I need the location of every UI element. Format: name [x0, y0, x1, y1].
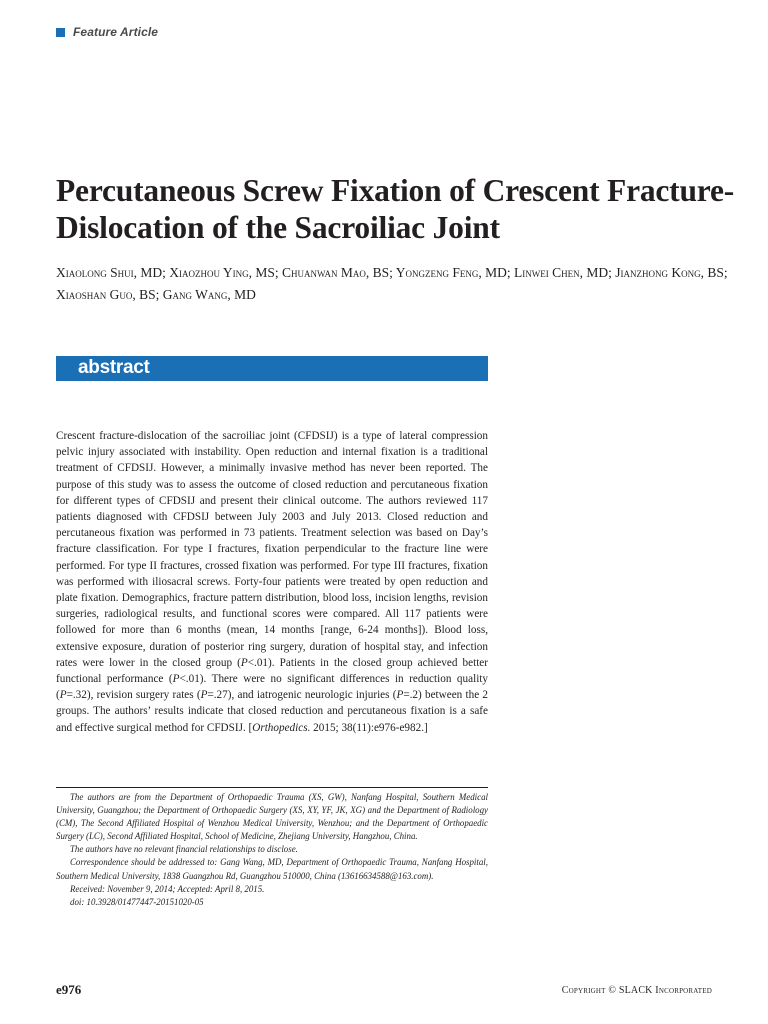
abstract-text: <.01). There were no significant differences in reduction quality ( — [56, 673, 489, 702]
citation: 2015; 38(11):e976-e982.] — [310, 721, 428, 734]
abstract-text: =.2) between the 2 groups. The authors’ results indicate that closed reduction and percutaneous fixation is a safe and effective surgical method for CFDSIJ. [ — [56, 689, 488, 734]
received-note: Received: November 9, 2014; Accepted: April 8, 2015. — [70, 883, 265, 894]
p-value-symbol: P — [59, 689, 67, 702]
correspondence-note: Correspondence should be addressed to: Gang Wang, MD, Department of Orthopaedic Trauma, Nanfang Hospital, Southern Medical University, 1838 Guangzhou Rd, Guangzhou 510000, China (13616634588@163.com). — [56, 857, 488, 881]
abstract-text: =.27), and iatrogenic neurologic injuries ( — [207, 689, 397, 702]
abstract-text: =.32), revision surgery rates ( — [66, 689, 201, 702]
p-value-symbol: P — [240, 656, 248, 669]
abstract-heading-banner — [56, 356, 488, 381]
doi-note: doi: 10.3928/01477447-20151020-05 — [70, 896, 204, 907]
affiliations-note: The authors are from the Department of Orthopaedic Trauma (XS, GW), Nanfang Hospital, Southern Medical University, Guangzhou; the Department of Orthopaedic Surgery (XS, XY, YF, JK, XG) and the Department of Radiology (CM), The Second Affiliated Hospital of Wenzhou Medical University, Wenzhou; and the Department of Orthopaedic Surgery (LC), Second Affiliated Hospital, School of Medicine, Zhejiang University, Hangzhou, China. — [56, 792, 488, 842]
square-bullet-icon — [56, 28, 65, 37]
abstract-heading: abstract — [78, 357, 150, 378]
p-value-symbol: P — [200, 689, 208, 702]
disclosure-note: The authors have no relevant financial relationships to disclose. — [70, 844, 298, 855]
section-tag — [56, 25, 158, 39]
article-title: Percutaneous Screw Fixation of Crescent Fracture-Dislocation of the Sacroiliac Joint — [56, 173, 735, 245]
p-value-symbol: P — [172, 673, 180, 686]
author-list: Xiaolong Shui, MD; Xiaozhou Ying, MS; Chuanwan Mao, BS; Yongzeng Feng, MD; Linwei Chen, MD; Jianzhong Kong, BS; Xiaoshan Guo, BS; Gang Wang, MD — [56, 265, 728, 302]
copyright-notice: Copyright © SLACK Incorporated — [561, 985, 712, 996]
journal-name: Orthopedics. — [252, 721, 311, 734]
abstract-body — [56, 428, 488, 736]
p-value-symbol: P — [396, 689, 404, 702]
page-number: e976 — [56, 982, 82, 997]
abstract-text: Crescent fracture-dislocation of the sacroiliac joint (CFDSIJ) is a type of lateral compression pelvic injury associated with instability. Open reduction and internal fixation is a traditional treatment of CFDSIJ. However, a minimally invasive method has never been reported. The purpose of this study was to assess the outcome of closed reduction and percutaneous fixation for different types of CFDSIJ and present their clinical outcome. The authors reviewed 117 patients diagnosed with CFDSIJ between July 2003 and July 2013. Closed reduction and percutaneous fixation was performed in 73 patients. Treatment selection was based on Day’s fracture classification. For type I fractures, fixation perpendicular to the fracture line were performed. For type II fractures, crossed fixation was performed. For type III fractures, fixation was performed with iliosacral screws. Forty-four patients were treated by open reduction and plate fixation. Demographics, fracture pattern distribution, blood loss, incision lengths, revision surgeries, radiological results, and functional scores were compared. All 117 patients were followed for more than 6 months (mean, 14 months [range, 6-24 months]). Blood loss, extensive exposure, duration of posterior ring surgery, duration of hospital stay, and infection rates were lower in the closed group ( — [56, 430, 488, 669]
abstract-text: <.01). Patients in the closed group achieved better functional performance ( — [56, 656, 488, 686]
footnotes — [56, 791, 488, 909]
section-label: Feature Article — [73, 25, 159, 39]
footnote-divider — [56, 787, 488, 788]
